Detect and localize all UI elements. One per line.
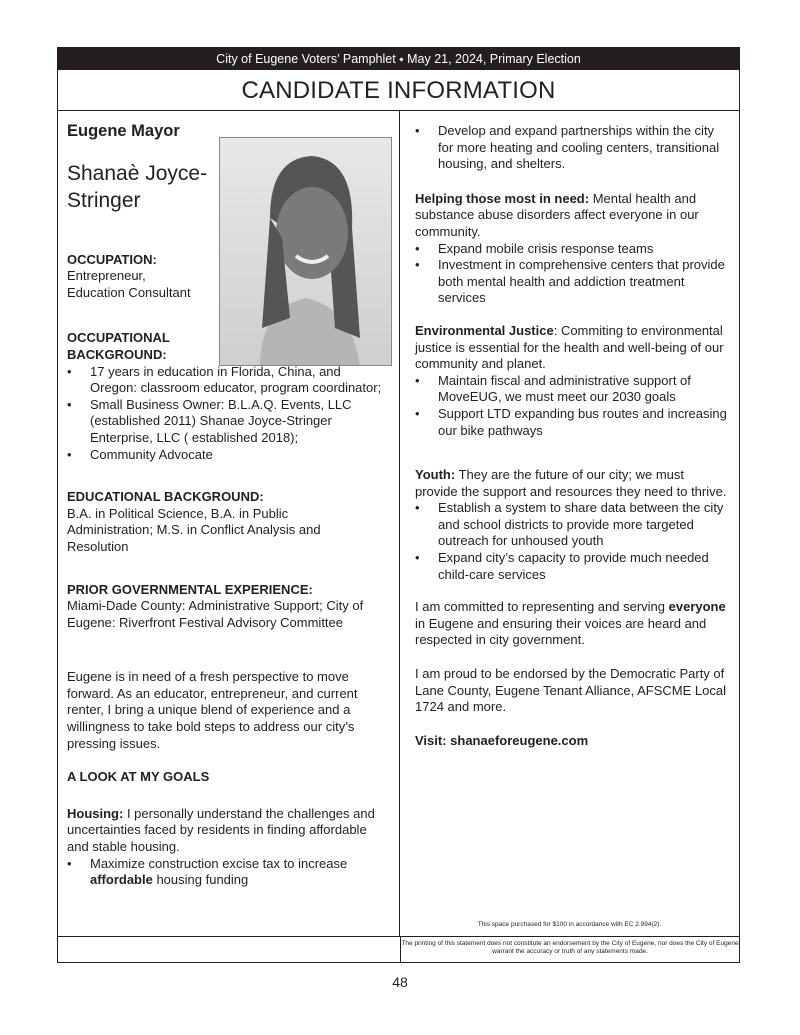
footer-row bbox=[58, 936, 739, 963]
environment-paragraph bbox=[415, 323, 727, 373]
candidate-photo bbox=[219, 137, 392, 366]
environment-text: : Commiting to environmental justice is essential for the health and well-being of our community and planet. bbox=[415, 322, 724, 372]
list-item: • Maintain fiscal and administrative support of MoveEUG, we must meet our 2030 goals bbox=[415, 373, 727, 406]
occupation-line: Education Consultant bbox=[67, 284, 191, 300]
right-column bbox=[400, 111, 739, 936]
commit-text: I am committed to representing and serving bbox=[415, 599, 669, 615]
list-item: • Establish a system to share data between the city and school districts to provide more targeted outreach for unhoused youth bbox=[415, 500, 727, 550]
need-paragraph bbox=[415, 191, 727, 241]
governmental-experience: Miami-Dade County: Administrative Support; City of Eugene: Riverfront Festival Advisory Committee bbox=[67, 598, 364, 630]
commitment-paragraph bbox=[415, 599, 727, 649]
left-column bbox=[58, 111, 400, 936]
pamphlet-banner: City of Eugene Voters’ Pamphlet ⬩ May 21, 2024, Primary Election bbox=[58, 48, 739, 70]
list-item bbox=[67, 856, 387, 889]
governmental-experience-label: PRIOR GOVERNMENTAL EXPERIENCE: bbox=[67, 581, 313, 597]
youth-text: They are the future of our city; we must provide the support and resources they need to thrive. bbox=[415, 467, 727, 499]
youth-paragraph bbox=[415, 467, 727, 500]
candidate-page bbox=[57, 47, 740, 963]
purchase-note: This space purchased for $100 in accordance with EC 2.994(2). bbox=[477, 921, 662, 929]
environment-label: Environmental Justice bbox=[415, 322, 554, 338]
bullet-emphasis: affordable bbox=[90, 872, 153, 888]
goals-heading: A LOOK AT MY GOALS bbox=[67, 769, 210, 785]
list-item: • Community Advocate bbox=[67, 447, 387, 464]
bullet-text: Maximize construction excise tax to increase bbox=[90, 855, 348, 871]
disclaimer: The printing of this statement does not constitute an endorsement by the City of Eugene, nor does the City of Eugene warrant the accuracy or truth of any statements made. bbox=[400, 937, 739, 963]
housing-text: I personally understand the challenges and uncertainties faced by residents in finding affordable and stable housing. bbox=[67, 805, 375, 855]
list-item: • Investment in comprehensive centers that provide both mental health and addiction treatment services bbox=[415, 257, 727, 307]
endorsements: I am proud to be endorsed by the Democratic Party of Lane County, Eugene Tenant Alliance, AFSCME Local 1724 and more. bbox=[415, 666, 726, 715]
housing-paragraph bbox=[67, 806, 387, 856]
housing-label: Housing: bbox=[67, 805, 124, 821]
youth-label: Youth: bbox=[415, 467, 456, 483]
occupation-line: Entrepreneur, bbox=[67, 268, 146, 284]
occupational-background-label: OCCUPATIONAL BACKGROUND: bbox=[67, 330, 170, 362]
need-label: Helping those most in need: bbox=[415, 190, 590, 206]
need-text: Mental health and substance abuse disorders affect everyone in our community. bbox=[415, 190, 699, 239]
candidate-name: Shanaè Joyce-Stringer bbox=[67, 161, 208, 212]
occupation-label: OCCUPATION: bbox=[67, 251, 157, 267]
educational-background: B.A. in Political Science, B.A. in Public Administration; M.S. in Conflict Analysis and Resolution bbox=[67, 505, 321, 554]
bullet-text: housing funding bbox=[152, 872, 249, 888]
list-item: • Support LTD expanding bus routes and increasing our bike pathways bbox=[415, 406, 727, 439]
educational-background-label: EDUCATIONAL BACKGROUND: bbox=[67, 489, 264, 505]
campaign-website[interactable]: Visit: shanaeforeugene.com bbox=[415, 732, 589, 748]
list-item: • Develop and expand partnerships within the city for more heating and cooling centers, transitional housing, and shelters. bbox=[415, 123, 727, 173]
list-item: • Expand mobile crisis response teams bbox=[415, 241, 727, 258]
list-item: • Expand city’s capacity to provide much needed child-care services bbox=[415, 550, 727, 583]
page-number: 48 bbox=[392, 974, 408, 990]
office-title: Eugene Mayor bbox=[67, 122, 180, 140]
list-item: • 17 years in education in Florida, China, and Oregon: classroom educator, program coordinator; bbox=[67, 364, 387, 397]
commit-emphasis: everyone bbox=[668, 599, 726, 615]
page-title: CANDIDATE INFORMATION bbox=[58, 70, 739, 111]
candidate-statement: Eugene is in need of a fresh perspective to move forward. As an educator, entrepreneur, and current renter, I bring a unique blend of experience and a willingness to take bold steps to address our city’s pressing issues. bbox=[67, 669, 358, 751]
commit-text: in Eugene and ensuring their voices are heard and respected in city government. bbox=[415, 615, 707, 648]
list-item: • Small Business Owner: B.L.A.Q. Events, LLC (established 2011) Shanae Joyce-Stringer Enterprise, LLC ( established 2018); bbox=[67, 397, 387, 447]
